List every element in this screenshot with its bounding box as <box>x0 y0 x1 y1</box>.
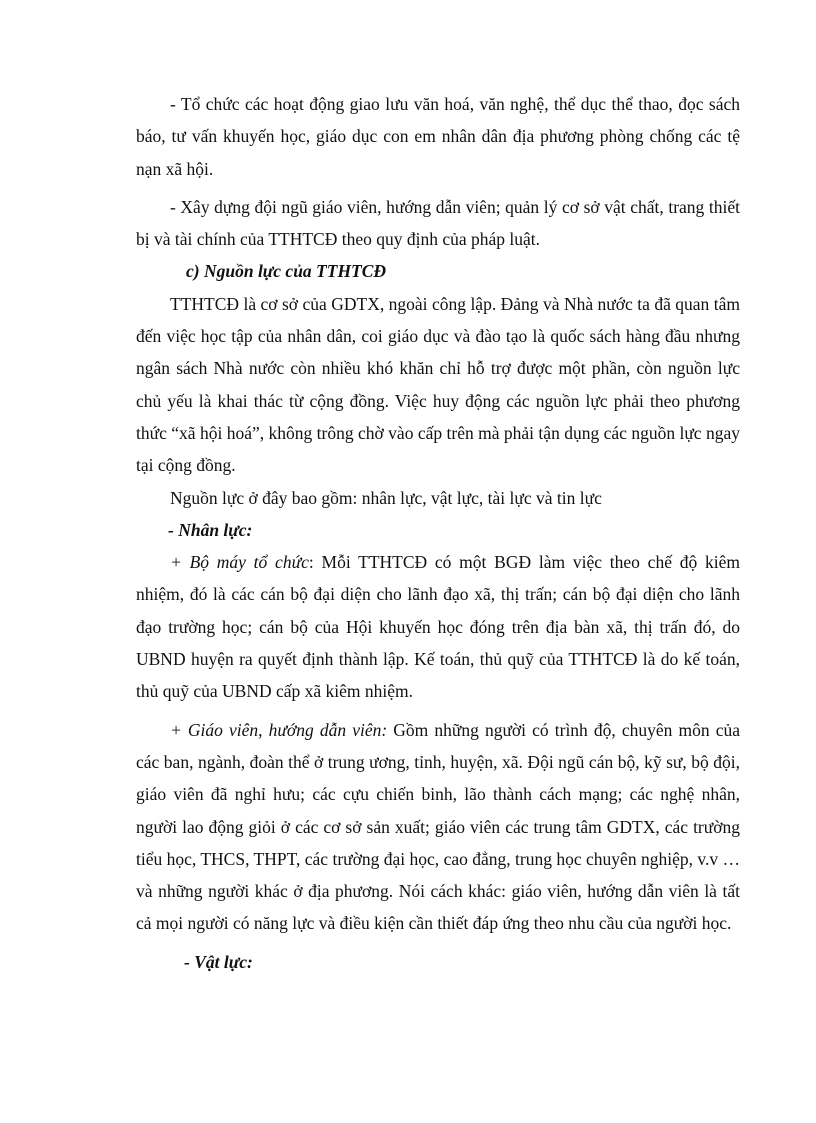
paragraph-staffing: - Xây dựng đội ngũ giáo viên, hướng dẫn viên; quản lý cơ sở vật chất, trang thiết bị và tài chính của TTHTCĐ theo quy định của pháp luật. <box>136 196 740 250</box>
label-teachers: + Giáo viên, hướng dẫn viên: <box>170 719 388 740</box>
paragraph-resource-types: Nguồn lực ở đây bao gồm: nhân lực, vật lực, tài lực và tin lực <box>170 487 602 508</box>
paragraph-teachers <box>136 714 740 940</box>
subheading-human-resources: - Nhân lực: <box>168 519 253 540</box>
section-heading-resources: c) Nguồn lực của TTHTCĐ <box>186 261 387 282</box>
text-organization: : Mỗi TTHTCĐ có một BGĐ làm việc theo chế độ kiêm nhiệm, đó là các cán bộ đại diện cho lãnh đạo xã, thị trấn; cán bộ đại diện cho lãnh đạo trường học; cán bộ của Hội khuyến học đóng trên địa bàn xã, thị trấn đó, do UBND huyện ra quyết định thành lập. Kế toán, thủ quỹ của TTHTCĐ là do kế toán, thủ quỹ của UBND cấp xã kiêm nhiệm. <box>136 552 740 702</box>
paragraph-activities: - Tổ chức các hoạt động giao lưu văn hoá, văn nghệ, thể dục thể thao, đọc sách báo, tư vấn khuyến học, giáo dục con em nhân dân địa phương phòng chống các tệ nạn xã hội. <box>136 94 740 179</box>
document-body <box>136 88 740 978</box>
paragraph-organization <box>136 546 740 707</box>
paragraph-resources-intro: TTHTCĐ là cơ sở của GDTX, ngoài công lập. Đảng và Nhà nước ta đã quan tâm đến việc học tập của nhân dân, coi giáo dục và đào tạo là quốc sách hàng đầu nhưng ngân sách Nhà nước còn nhiều khó khăn chỉ hỗ trợ được một phần, còn nguồn lực chủ yếu là khai thác từ cộng đồng. Việc huy động các nguồn lực phải theo phương thức “xã hội hoá”, không trông chờ vào cấp trên mà phải tận dụng các nguồn lực ngay tại cộng đồng. <box>136 293 740 476</box>
subheading-material-resources: - Vật lực: <box>184 951 253 972</box>
text-teachers: Gồm những người có trình độ, chuyên môn của các ban, ngành, đoàn thể ở trung ương, tỉnh, huyện, xã. Đội ngũ cán bộ, kỹ sư, bộ đội, giáo viên đã nghỉ hưu; các cựu chiến binh, lão thành cách mạng; các nghệ nhân, người lao động giỏi ở các cơ sở sản xuất; giáo viên các trung tâm GDTX, các trường tiểu học, THCS, THPT, các trường đại học, cao đẳng, trung học chuyên nghiệp, v.v … và những người khác ở địa phương. Nói cách khác: giáo viên, hướng dẫn viên là tất cả mọi người có năng lực và điều kiện cần thiết đáp ứng theo nhu cầu của người học. <box>136 719 740 934</box>
label-organization: + Bộ máy tổ chức <box>170 552 309 573</box>
